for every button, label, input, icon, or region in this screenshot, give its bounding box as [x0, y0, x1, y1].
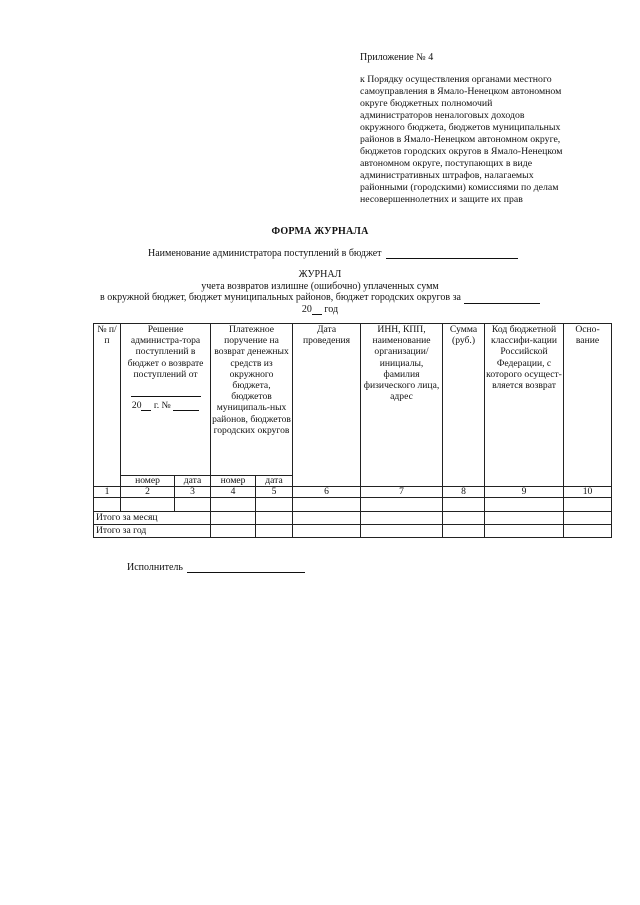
decision-year-blank	[141, 401, 151, 411]
subheader-number: номер	[211, 476, 256, 487]
executor-line	[127, 562, 305, 573]
executor-label: Исполнитель	[127, 562, 183, 573]
appendix-line: административных штрафов, налагаемых	[360, 170, 534, 181]
appendix-line: к Порядку осуществления органами местного	[360, 74, 552, 85]
header-code: Код бюджетной классифи-кации Российской Федерации, с которого осущест-вляется возврат	[485, 324, 564, 487]
year-prefix: 20	[301, 303, 312, 315]
journal-year-line	[0, 304, 640, 316]
table-row	[94, 498, 612, 512]
column-numbers-row	[94, 487, 612, 498]
journal-period-line	[0, 292, 640, 304]
appendix-line: автономном округе, поступающих в виде	[360, 158, 533, 169]
subheader-number: номер	[121, 476, 175, 487]
total-month-row	[94, 512, 612, 525]
decision-number-label: г. №	[153, 400, 171, 412]
column-number: 2	[121, 487, 175, 498]
column-number: 4	[211, 487, 256, 498]
column-number: 8	[443, 487, 485, 498]
admin-name-blank	[386, 248, 518, 259]
total-month-label: Итого за месяц	[94, 512, 211, 525]
appendix-block	[360, 52, 610, 206]
header-sum: Сумма (руб.)	[443, 324, 485, 487]
appendix-line: самоуправления в Ямало-Ненецком автономном	[360, 86, 562, 97]
appendix-line: районными (городскими) комиссиями по делам	[360, 182, 559, 193]
journal-period-text: в окружной бюджет, бюджет муниципальных районов, бюджет городских округов за	[100, 292, 461, 303]
appendix-line: районов в Ямало-Ненецком автономном округе,	[360, 134, 561, 145]
header-basis: Осно-вание	[564, 324, 612, 487]
header-decision-text: Решение администра-тора поступлений в бюджет о возврате поступлений от	[127, 324, 204, 380]
year-blank	[312, 305, 322, 315]
total-year-label: Итого за год	[94, 525, 211, 538]
journal-table	[93, 323, 612, 538]
subheader-date: дата	[256, 476, 293, 487]
executor-blank	[187, 562, 305, 573]
appendix-line: округе бюджетных полномочий	[360, 98, 493, 109]
column-number: 9	[485, 487, 564, 498]
column-number: 6	[293, 487, 361, 498]
admin-name-label: Наименование администратора поступлений в бюджет	[148, 248, 382, 259]
appendix-title: Приложение № 4	[360, 52, 434, 63]
appendix-line: окружного бюджета, бюджетов муниципальных	[360, 122, 561, 133]
appendix-line: несовершеннолетних и защите их прав	[360, 194, 523, 205]
form-title: ФОРМА ЖУРНАЛА	[271, 226, 369, 237]
journal-title: ЖУРНАЛ	[298, 269, 342, 280]
column-number: 10	[564, 487, 612, 498]
header-payment: Платежное поручение на возврат денежных средств из окружного бюджета, бюджетов муниципаль-ных районов, бюджетов городских округов	[211, 324, 293, 476]
header-decision-date-line	[122, 400, 209, 411]
journal-subtitle: учета возвратов излишне (ошибочно) уплаченных сумм	[201, 280, 439, 292]
appendix-line: бюджетов городских округов в Ямало-Ненецком	[360, 146, 563, 157]
column-number: 5	[256, 487, 293, 498]
year-suffix: год	[324, 303, 339, 315]
column-number: 3	[175, 487, 211, 498]
appendix-line: администраторов неналоговых доходов	[360, 110, 525, 121]
header-num: № п/п	[94, 324, 121, 487]
header-date: Дата проведения	[293, 324, 361, 487]
journal-heading	[0, 269, 640, 315]
column-number: 1	[94, 487, 121, 498]
decision-source-blank	[131, 386, 201, 397]
subheader-date: дата	[175, 476, 211, 487]
header-decision	[121, 324, 211, 476]
column-number: 7	[361, 487, 443, 498]
decision-number-blank	[173, 401, 199, 411]
decision-year-prefix: 20	[131, 400, 142, 412]
admin-name-line	[148, 248, 518, 259]
table-header-row	[94, 324, 612, 476]
period-blank	[464, 294, 540, 304]
total-year-row	[94, 525, 612, 538]
header-inn: ИНН, КПП, наименование организации/ инициалы, фамилия физического лица, адрес	[361, 324, 443, 487]
